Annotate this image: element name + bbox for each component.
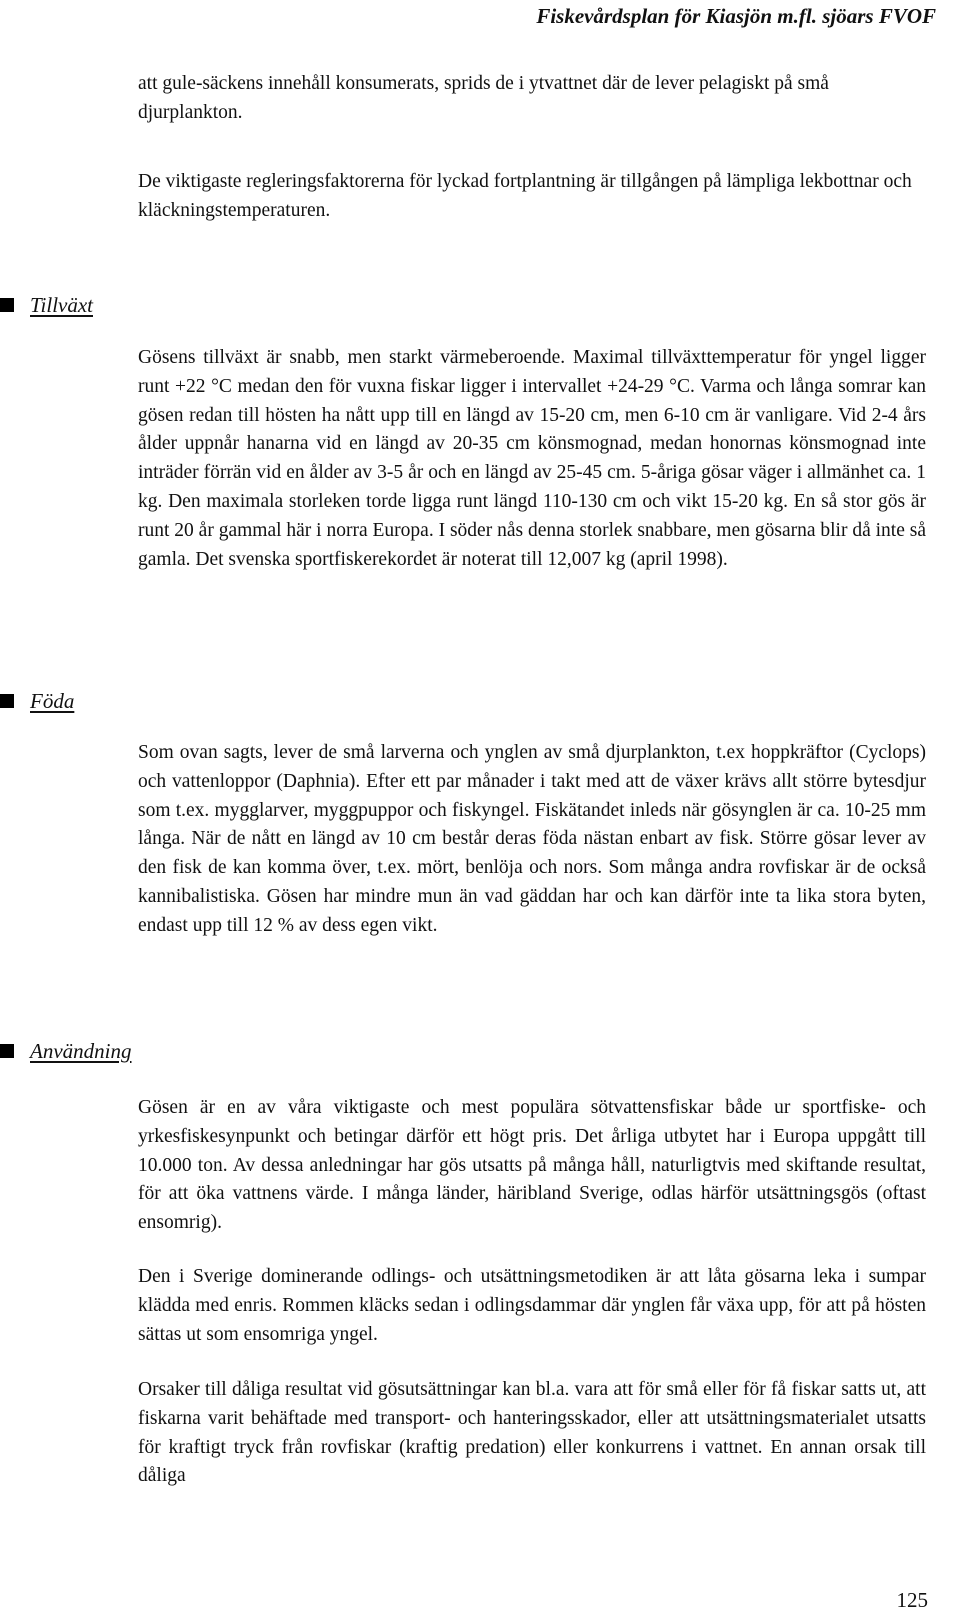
square-bullet-icon xyxy=(0,1044,14,1058)
square-bullet-icon xyxy=(0,298,14,312)
paragraph-anvandning-3: Orsaker till dåliga resultat vid gösutsättningar kan bl.a. vara att för små eller för få fiskar satts ut, att fiskarna varit behäftade med transport- och hanteringsskador, eller att utsättningsmaterialet utsatts för kraftigt tryck från rovfiskar (kraftig predation) eller konkurrens i vattnet. En annan orsak till dåliga xyxy=(138,1379,926,1487)
section-heading-anvandning xyxy=(0,1038,131,1064)
paragraph-regulation: De viktigaste regleringsfaktorerna för lyckad fortplantning är tillgången på lämpliga lekbottnar och kläckningstemperaturen. xyxy=(138,171,912,221)
paragraph-intro-continued: att gule-säckens innehåll konsumerats, sprids de i ytvattnet där de lever pelagiskt på små djurplankton. xyxy=(138,73,829,123)
paragraph-tillvaxt: Gösens tillväxt är snabb, men starkt värmeberoende. Maximal tillväxttemperatur för yngel ligger runt +22 °C medan den för vuxna fiskar ligger i intervallet +24-29 °C. Varma och långa somrar kan gösen redan till hösten ha nått upp till en längd av 15-20 cm, men 6-10 cm är vanligare. Vid 2-4 års ålder uppnår hanarna vid en längd av 20-35 cm könsmognad, medan honornas könsmognad inte inträder förrän vid en ålder av 3-5 år och en längd av 25-45 cm. 5-åriga gösar väger i allmänhet ca. 1 kg. Den maximala storleken torde ligga runt längd 110-130 cm och vikt 15-20 kg. En så stor gös är runt 20 år gammal här i norra Europa. I söder nås denna storlek snabbare, men gösarna blir då inte så gamla. Det svenska sportfiskerekordet är noterat till 12,007 kg (april 1998). xyxy=(138,347,926,570)
page-number: 125 xyxy=(896,1588,928,1612)
paragraph-anvandning-2: Den i Sverige dominerande odlings- och utsättningsmetodiken är att låta gösarna leka i sumpar klädda med enris. Rommen kläcks sedan i odlingsdammar där ynglen får växa upp, för att på hösten sättas ut som ensomriga yngel. xyxy=(138,1266,926,1345)
section-heading-tillvaxt xyxy=(0,292,93,318)
paragraph-anvandning-1: Gösen är en av våra viktigaste och mest populära sötvattensfiskar både ur sportfiske- och yrkesfiskesynpunkt och betingar därför ett högt pris. Det årliga utbytet har i Europa uppgått till 10.000 ton. Av dessa anledningar har gös utsatts på många håll, naturligtvis med skiftande resultat, för att öka vattnens värde. I många länder, häribland Sverige, odlas härför utsättningsgös (oftast ensomrig). xyxy=(138,1097,926,1234)
section-heading-foda xyxy=(0,688,74,714)
paragraph-foda: Som ovan sagts, lever de små larverna och ynglen av små djurplankton, t.ex hoppkräftor (Cyclops) och vattenloppor (Daphnia). Efter ett par månader i takt med att de växer krävs allt större bytesdjur som t.ex. mygglarver, myggpuppor och fiskyngel. Fiskätandet inleds när gösynglen är ca. 10-25 mm långa. När de nått en längd av 10 cm består deras föda nästan enbart av fisk. Större gösar lever av den fisk de kan komma över, t.ex. mört, benlöja och nors. Som många andra rovfiskar är de också kannibalistiska. Gösen har mindre mun än vad gäddan har och kan därför inte ta lika stora byten, endast upp till 12 % av dess egen vikt. xyxy=(138,742,926,936)
square-bullet-icon xyxy=(0,694,14,708)
section-heading-label: Användning xyxy=(30,1039,132,1063)
section-heading-label: Tillväxt xyxy=(30,293,93,317)
section-heading-label: Föda xyxy=(30,689,75,713)
page-header-title: Fiskevårdsplan för Kiasjön m.fl. sjöars FVOF xyxy=(536,4,936,28)
